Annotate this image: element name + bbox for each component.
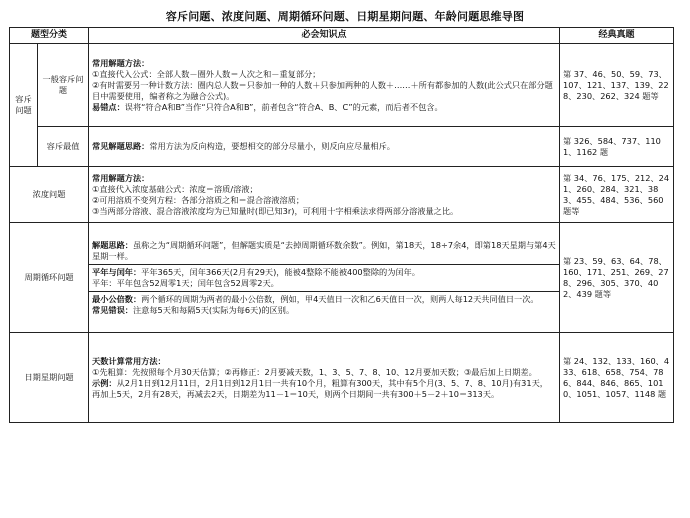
category-rongchi: 容斥问题 bbox=[10, 44, 38, 167]
zhouqi-p2: 平年365天，闰年366天(2月有29天)，能被4整除不能被400整除的为闰年。 bbox=[141, 266, 420, 277]
nongdu-line-1: ①直接代入浓度基础公式：浓度＝溶质/溶液； bbox=[92, 183, 258, 194]
knowledge-zhouqi bbox=[89, 223, 560, 333]
header-row bbox=[10, 28, 674, 44]
zhouqi-p3: 两个循环的周期为两者的最小公倍数，例如，甲4天值日一次和乙6天值日一次，则两人每12天共同值日一次。 bbox=[141, 293, 539, 304]
header-examples: 经典真题 bbox=[560, 28, 674, 44]
subcategory-extreme: 容斥最值 bbox=[38, 127, 89, 167]
category-zhouqi: 周期循环问题 bbox=[10, 223, 89, 333]
nongdu-line-2: ②可用溶质不变列方程：各部分溶质之和＝混合溶液溶质； bbox=[92, 194, 305, 205]
general-trap: 误将“符合A和B”当作“只符合A和B”，前者包含“符合A、B、C”的元素，而后者不包含。 bbox=[124, 101, 443, 112]
general-trap-label: 易错点： bbox=[92, 101, 125, 112]
zhouqi-p1-label: 解题思路： bbox=[92, 239, 133, 250]
row-riqi bbox=[10, 333, 674, 423]
category-nongdu: 浓度问题 bbox=[10, 167, 89, 223]
examples-riqi: 第 24、132、133、160、433、618、658、754、786、844、846、865、1010、1051、1057、1148 题 bbox=[560, 333, 674, 423]
examples-extreme: 第 326、584、737、1101、1162 题 bbox=[560, 127, 674, 167]
row-rongchi-general bbox=[10, 44, 674, 127]
zhouqi-p2-label: 平年与闰年： bbox=[92, 266, 142, 277]
knowledge-riqi bbox=[89, 333, 560, 423]
extreme-text: 常用方法为反向构造，要想相交的部分尽量小，则反向应尽量相斥。 bbox=[149, 141, 395, 151]
header-knowledge: 必会知识点 bbox=[89, 28, 560, 44]
zhouqi-p4-label: 常见错误： bbox=[92, 304, 133, 315]
nongdu-heading: 常用解题方法： bbox=[92, 172, 150, 183]
riqi-example-label: 示例： bbox=[92, 377, 117, 388]
knowledge-extreme bbox=[89, 127, 560, 167]
general-line-1: ①直接代入公式：全部人数－圈外人数＝人次之和－重复部分； bbox=[92, 68, 321, 79]
row-rongchi-extreme bbox=[10, 127, 674, 167]
page-title: 容斥问题、浓度问题、周期循环问题、日期星期问题、年龄问题思维导图 bbox=[165, 10, 525, 23]
category-riqi: 日期星期问题 bbox=[10, 333, 89, 423]
zhouqi-p2b: 平年：平年包含52周零1天；闰年包含52周零2天。 bbox=[92, 277, 279, 288]
riqi-heading: 天数计算常用方法： bbox=[92, 355, 166, 366]
header-category: 题型分类 bbox=[10, 28, 89, 44]
zhouqi-p1: 虽称之为“周期循环问题”，但解题实质是“去掉周期循环数余数”。例如，第18天，18÷7余4，即第18天星期与第4天星期一样。 bbox=[92, 239, 556, 261]
knowledge-general bbox=[89, 44, 560, 127]
mind-map-table bbox=[9, 27, 674, 423]
row-zhouqi bbox=[10, 223, 674, 333]
divider bbox=[89, 264, 559, 265]
general-line-2: ②有时需要另一种计数方法：圈内总人数＝只参加一种的人数＋只参加两种的人数＋……＋所有都参加的人数(此公式只在部分题目中需要使用，编者称之为融合公式)。 bbox=[92, 79, 553, 101]
riqi-example: 从2月1日到12月11日，2月1日到12月1日一共有10个月，粗算有300天，其中有5个月(3、5、7、8、10月)有31天，再加上5天，2月有28天，再减去2天，日期差为11－1＝10天，则两个日期间一共有300＋5－2＋10＝313天。 bbox=[92, 377, 548, 399]
zhouqi-p4: 注意每5天和每隔5天(实际为每6天)的区别。 bbox=[132, 304, 295, 315]
general-heading: 常用解题方法： bbox=[92, 57, 150, 68]
nongdu-line-3: ③当两部分溶液、混合溶液浓度均为已知量时(即已知3r)，可利用十字相乘法求得两部分溶液量之比。 bbox=[92, 205, 459, 216]
extreme-label: 常见解题思路： bbox=[92, 141, 150, 151]
row-nongdu bbox=[10, 167, 674, 223]
knowledge-nongdu bbox=[89, 167, 560, 223]
riqi-line-1: ①先粗算：先按照每个月30天估算；②再修正：2月要减天数，1、3、5、7、8、10、12月要加天数；③最后加上日期差。 bbox=[92, 366, 537, 377]
examples-zhouqi: 第 23、59、63、64、78、160、171、251、269、278、296、305、370、402、439 题等 bbox=[560, 223, 674, 333]
examples-general: 第 37、46、50、59、73、107、121、137、139、228、230、262、324 题等 bbox=[560, 44, 674, 127]
subcategory-general: 一般容斥问题 bbox=[38, 44, 89, 127]
divider bbox=[89, 291, 559, 292]
zhouqi-p3-label: 最小公倍数： bbox=[92, 293, 142, 304]
examples-nongdu: 第 34、76、175、212、241、260、284、321、383、455、484、536、560 题等 bbox=[560, 167, 674, 223]
